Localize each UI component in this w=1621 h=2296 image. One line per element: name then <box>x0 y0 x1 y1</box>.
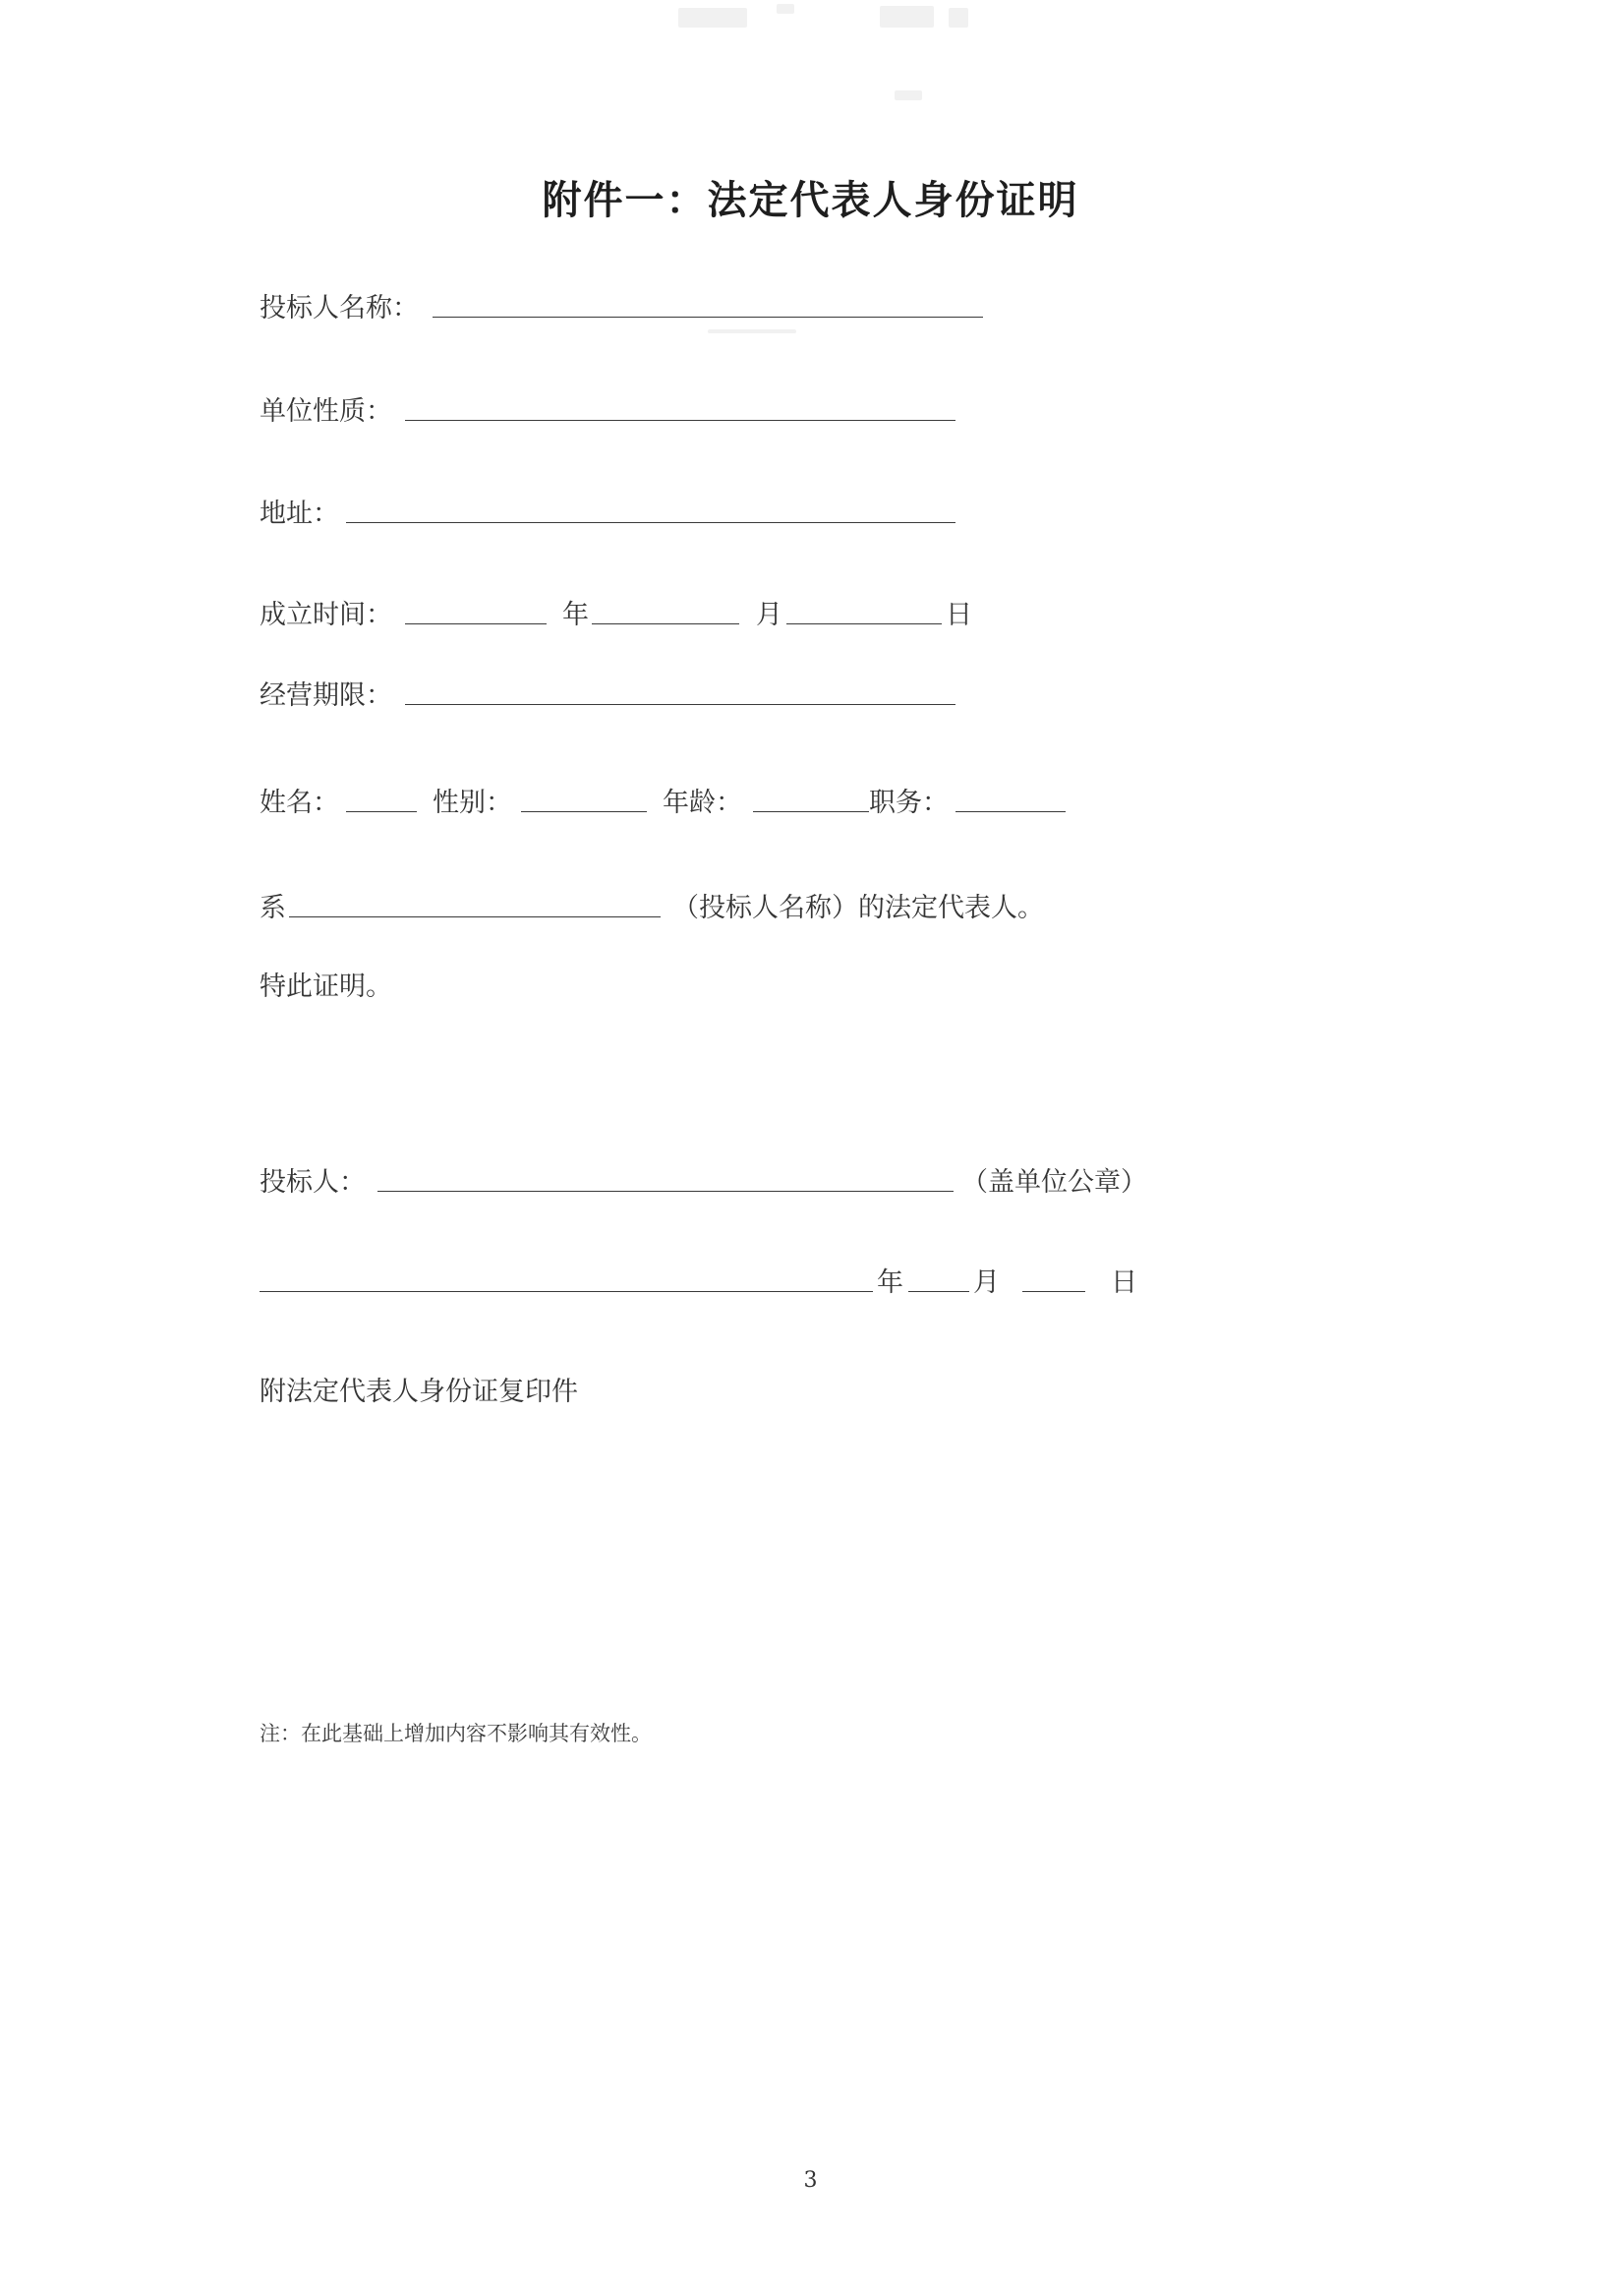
signature-month-field[interactable] <box>908 1291 969 1292</box>
statement-prefix: 系 <box>260 893 286 923</box>
statement-suffix: （投标人名称）的法定代表人。 <box>672 893 1044 923</box>
footnote: 注：在此基础上增加内容不影响其有效性。 <box>260 1722 652 1745</box>
scan-artifact <box>880 6 934 28</box>
established-year-label: 年 <box>562 600 589 630</box>
gender-label: 性别： <box>433 788 512 818</box>
address-field[interactable] <box>346 522 955 523</box>
signature-day-label: 日 <box>1111 1267 1137 1298</box>
scan-artifact <box>777 4 794 14</box>
bidder-name-label: 投标人名称： <box>260 293 419 324</box>
signature-day-field[interactable] <box>1022 1291 1085 1292</box>
scan-artifact <box>678 8 747 28</box>
established-month-field[interactable] <box>592 623 739 624</box>
document-title: 附件一：法定代表人身份证明 <box>542 177 1079 223</box>
page-number: 3 <box>803 2168 818 2193</box>
signature-date-field[interactable] <box>260 1291 873 1292</box>
scan-artifact <box>949 8 968 28</box>
certify-text: 特此证明。 <box>260 971 392 1002</box>
position-label: 职务： <box>869 788 949 818</box>
scan-artifact <box>708 329 796 333</box>
seal-note: （盖单位公章） <box>961 1167 1147 1198</box>
established-day-field[interactable] <box>786 623 942 624</box>
operating-period-label: 经营期限： <box>260 680 392 711</box>
attachment-text: 附法定代表人身份证复印件 <box>260 1377 578 1407</box>
bidder-signature-field[interactable] <box>377 1191 954 1192</box>
unit-nature-label: 单位性质： <box>260 396 392 427</box>
signature-month-label: 月 <box>973 1267 1000 1298</box>
operating-period-field[interactable] <box>405 704 955 705</box>
established-month-label: 月 <box>756 600 782 630</box>
name-field[interactable] <box>346 811 417 812</box>
age-label: 年龄： <box>663 788 742 818</box>
scan-artifact <box>895 90 922 100</box>
signature-year-label: 年 <box>877 1267 903 1298</box>
established-day-label: 日 <box>946 600 972 630</box>
name-label: 姓名： <box>260 788 339 818</box>
established-year-field[interactable] <box>405 623 547 624</box>
unit-nature-field[interactable] <box>405 420 955 421</box>
bidder-label: 投标人： <box>260 1167 366 1198</box>
age-field[interactable] <box>753 811 869 812</box>
statement-name-field[interactable] <box>289 916 661 917</box>
address-label: 地址： <box>260 499 339 529</box>
bidder-name-field[interactable] <box>433 317 983 318</box>
gender-field[interactable] <box>521 811 647 812</box>
established-label: 成立时间： <box>260 600 392 630</box>
position-field[interactable] <box>955 811 1066 812</box>
